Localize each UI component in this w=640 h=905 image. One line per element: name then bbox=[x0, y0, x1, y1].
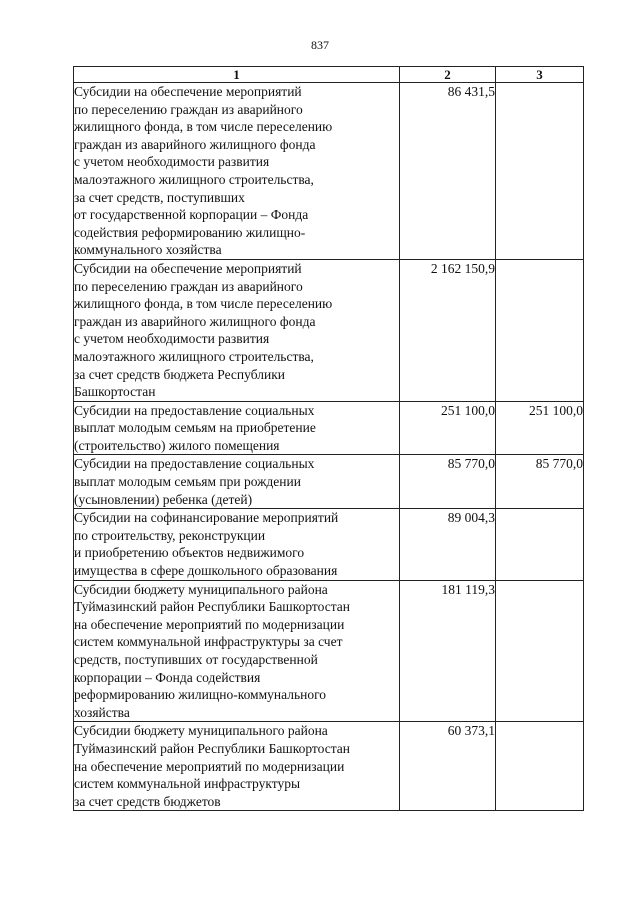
page-number: 837 bbox=[311, 38, 329, 52]
text-line: имущества в сфере дошкольного образования bbox=[74, 563, 338, 579]
table-row bbox=[74, 259, 584, 401]
text-line: по переселению граждан из аварийного bbox=[74, 101, 303, 117]
subsidies-table bbox=[73, 66, 584, 811]
subsidy-name bbox=[74, 509, 400, 580]
subsidy-name bbox=[74, 722, 400, 811]
text-line: Башкортостан bbox=[74, 384, 156, 400]
text-line: коммунального хозяйства bbox=[74, 242, 222, 258]
text-line: жилищного фонда, в том числе переселению bbox=[74, 119, 333, 135]
amount-col-3 bbox=[496, 83, 584, 260]
amount-col-2: 2 162 150,9 bbox=[400, 259, 496, 401]
text-line: и приобретению объектов недвижимого bbox=[74, 545, 305, 561]
text-line: систем коммунальной инфраструктуры bbox=[74, 776, 301, 792]
amount-col-3 bbox=[496, 259, 584, 401]
header-col-2: 2 bbox=[400, 67, 496, 83]
text-line: корпорации – Фонда содействия bbox=[74, 669, 261, 685]
text-line: на обеспечение мероприятий по модернизации bbox=[74, 758, 345, 774]
text-line: (усыновлении) ребенка (детей) bbox=[74, 491, 253, 507]
header-col-3: 3 bbox=[496, 67, 584, 83]
amount-col-2: 251 100,0 bbox=[400, 401, 496, 455]
subsidy-name bbox=[74, 401, 400, 455]
subsidy-name bbox=[74, 580, 400, 722]
text-line: граждан из аварийного жилищного фонда bbox=[74, 136, 316, 152]
text-line: малоэтажного жилищного строительства, bbox=[74, 171, 314, 187]
text-line: Субсидии бюджету муниципального района bbox=[74, 723, 328, 739]
amount-col-3 bbox=[496, 509, 584, 580]
amount-col-3: 251 100,0 bbox=[496, 401, 584, 455]
text-line: граждан из аварийного жилищного фонда bbox=[74, 313, 316, 329]
text-line: от государственной корпорации – Фонда bbox=[74, 207, 309, 223]
text-line: жилищного фонда, в том числе переселению bbox=[74, 296, 333, 312]
amount-col-3: 85 770,0 bbox=[496, 455, 584, 509]
text-line: Субсидии на софинансирование мероприятий bbox=[74, 510, 339, 526]
table-row bbox=[74, 722, 584, 811]
text-line: Субсидии бюджету муниципального района bbox=[74, 581, 328, 597]
text-line: выплат молодым семьям при рождении bbox=[74, 474, 301, 490]
text-line: выплат молодым семьям на приобретение bbox=[74, 420, 316, 436]
text-line: реформированию жилищно-коммунального bbox=[74, 687, 327, 703]
amount-col-3 bbox=[496, 580, 584, 722]
text-line: малоэтажного жилищного строительства, bbox=[74, 348, 314, 364]
text-line: содействия реформированию жилищно- bbox=[74, 224, 306, 240]
text-line: на обеспечение мероприятий по модернизации bbox=[74, 616, 345, 632]
table-row bbox=[74, 83, 584, 260]
text-line: Субсидии на предоставление социальных bbox=[74, 456, 315, 472]
amount-col-2: 181 119,3 bbox=[400, 580, 496, 722]
text-line: с учетом необходимости развития bbox=[74, 154, 270, 170]
amount-col-2: 60 373,1 bbox=[400, 722, 496, 811]
text-line: средств, поступивших от государственной bbox=[74, 652, 318, 667]
text-line: Туймазинский район Республики Башкортостан bbox=[74, 740, 350, 756]
text-line: за счет средств бюджета Республики bbox=[74, 366, 285, 382]
text-line: (строительство) жилого помещения bbox=[74, 437, 280, 453]
header-col-1: 1 bbox=[74, 67, 400, 83]
text-line: систем коммунальной инфраструктуры за счет bbox=[74, 634, 343, 650]
text-line: по строительству, реконструкции bbox=[74, 527, 266, 543]
text-line: за счет средств бюджетов bbox=[74, 793, 221, 809]
table-row bbox=[74, 401, 584, 455]
text-line: по переселению граждан из аварийного bbox=[74, 278, 303, 294]
text-line: с учетом необходимости развития bbox=[74, 331, 270, 347]
header-row bbox=[74, 67, 584, 83]
table-row bbox=[74, 455, 584, 509]
text-line: Туймазинский район Республики Башкортостан bbox=[74, 599, 350, 615]
subsidy-name bbox=[74, 455, 400, 509]
table-row bbox=[74, 509, 584, 580]
subsidy-name bbox=[74, 259, 400, 401]
table-row bbox=[74, 580, 584, 722]
text-line: Субсидии на предоставление социальных bbox=[74, 402, 315, 418]
amount-col-3 bbox=[496, 722, 584, 811]
text-line: за счет средств, поступивших bbox=[74, 189, 245, 205]
amount-col-2: 85 770,0 bbox=[400, 455, 496, 509]
amount-col-2: 86 431,5 bbox=[400, 83, 496, 260]
text-line: Субсидии на обеспечение мероприятий bbox=[74, 260, 302, 276]
subsidy-name bbox=[74, 83, 400, 260]
text-line: хозяйства bbox=[74, 704, 130, 720]
text-line: Субсидии на обеспечение мероприятий bbox=[74, 84, 302, 99]
amount-col-2: 89 004,3 bbox=[400, 509, 496, 580]
